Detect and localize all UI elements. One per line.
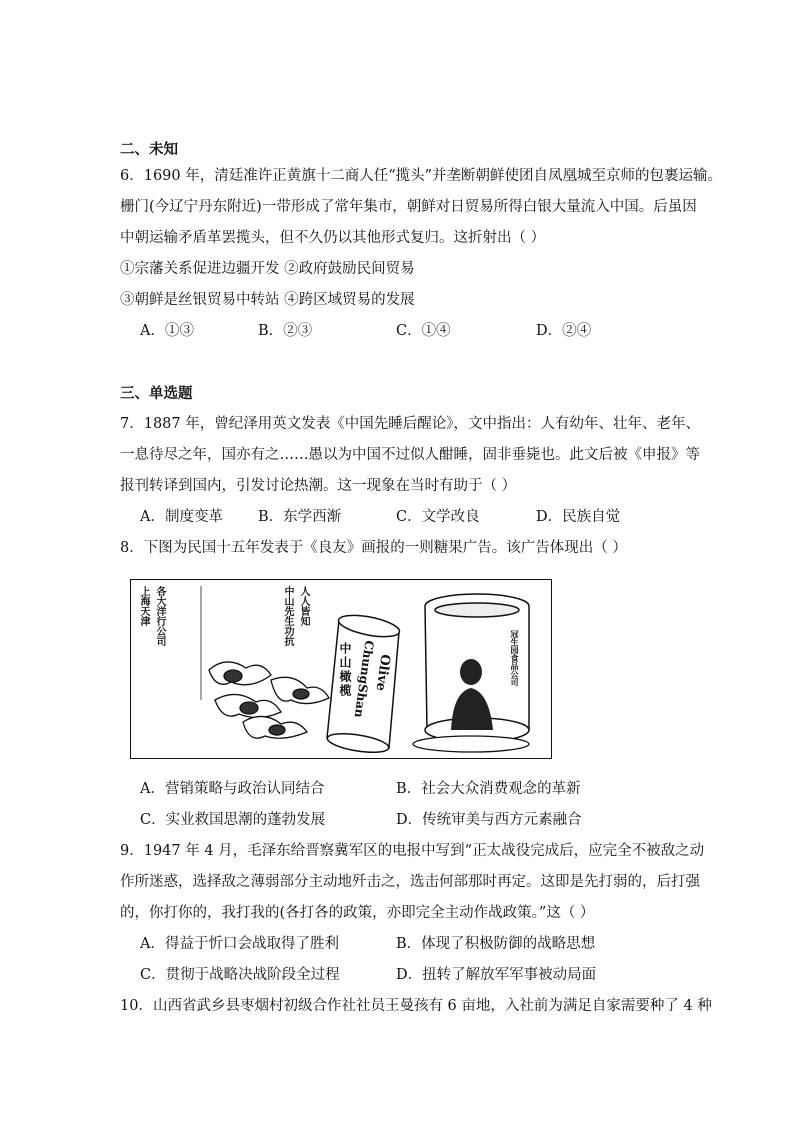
ad-brand-english-1: ChungShan: [351, 639, 377, 719]
ad-brand-chinese: 中山橄榄: [338, 642, 352, 698]
q7-stem-line-1: 7．1887 年，曾纪泽用英文发表《中国先睡后醒论》，文中指出：人有幼年、壮年、老年、: [120, 416, 700, 432]
ad-text-column-3: 中山先生功抗: [282, 586, 293, 646]
q6-stem-line-2: 栅门(今辽宁丹东附近)一带形成了常年集市，朝鲜对日贸易所得白银大量流入中国。后虽因: [120, 199, 697, 215]
q6-option-b[interactable]: B．②③: [258, 323, 313, 339]
section-title-unknown: 二、未知: [120, 141, 178, 158]
q6-option-a[interactable]: A．①③: [140, 323, 194, 339]
q6-stem-line-1: 6．1690 年，清廷准许正黄旗十二商人任“揽头”并垄断朝鲜使团自凤凰城至京师的包裹运输。: [120, 168, 723, 184]
q8-option-a[interactable]: A．营销策略与政治认同结合: [140, 781, 325, 797]
q7-stem-line-3: 报刊转译到国内，引发讨论热潮。这一现象在当时有助于（ ）: [120, 478, 517, 494]
q8-option-b[interactable]: B．社会大众消费观念的革新: [396, 781, 581, 797]
q9-option-c[interactable]: C．贯彻于战略决战阶段全过程: [140, 967, 340, 983]
q7-option-a[interactable]: A．制度变革: [140, 509, 223, 525]
q8-option-c[interactable]: C．实业救国思潮的蓬勃发展: [140, 812, 326, 828]
ad-text-column-2: 各大洋行公司: [154, 586, 165, 646]
tin-lid: [413, 736, 529, 752]
q7-option-b[interactable]: B．东学西渐: [258, 509, 342, 525]
q9-stem-line-1: 9．1947 年 4 月，毛泽东给晋察冀军区的电报中写到“正太战役完成后，应完全不被敌之动: [120, 843, 705, 859]
candy-advertisement-figure: [130, 579, 552, 759]
q6-option-d[interactable]: D．②④: [536, 323, 592, 339]
ad-text-column-1: 上海天津: [138, 586, 149, 626]
q7-stem-line-2: 一息待尽之年，国亦有之……愚以为中国不过似人酣睡，固非垂毙也。此文后被《申报》等: [120, 447, 700, 463]
q9-stem-line-2: 作所迷惑，选择敌之薄弱部分主动地歼击之，选击何部那时再定。这即是先打弱的，后打强: [120, 874, 700, 890]
q9-option-b[interactable]: B．体现了积极防御的战略思想: [396, 936, 596, 952]
ad-lid-text: 冠生园食品公司: [510, 630, 520, 686]
q6-items-line-1: ①宗藩关系促进边疆开发 ②政府鼓励民间贸易: [120, 261, 415, 277]
q8-option-d[interactable]: D．传统审美与西方元素融合: [396, 812, 582, 828]
q6-items-line-2: ③朝鲜是丝银贸易中转站 ④跨区域贸易的发展: [120, 292, 415, 308]
q9-option-a[interactable]: A．得益于忻口会战取得了胜利: [140, 936, 339, 952]
candy-wrappers-drawing: [209, 662, 329, 738]
ad-brand-english-2: Olive: [372, 653, 393, 692]
q9-stem-line-3: 的，你打你的，我打我的(各打各的政策，亦即完全主动作战政策。”这（ ）: [120, 905, 595, 921]
section-title-single-choice: 三、单选题: [120, 385, 193, 402]
q7-option-d[interactable]: D．民族自觉: [536, 509, 621, 525]
q9-option-d[interactable]: D．扭转了解放军军事被动局面: [396, 967, 597, 983]
q6-stem-line-3: 中朝运输矛盾革罢揽头，但不久仍以其他形式复归。这折射出（ ）: [120, 230, 546, 246]
q10-stem-line-1: 10．山西省武乡县枣烟村初级合作社社员王曼孩有 6 亩地，入社前为满足自家需要种了 4 种: [120, 998, 712, 1014]
q6-option-c[interactable]: C．①④: [396, 323, 451, 339]
q8-stem: 8．下图为民国十五年发表于《良友》画报的一则糖果广告。该广告体现出（ ）: [120, 540, 627, 556]
ad-text-column-4: 人人皆知: [298, 586, 309, 626]
q7-option-c[interactable]: C．文学改良: [396, 509, 480, 525]
